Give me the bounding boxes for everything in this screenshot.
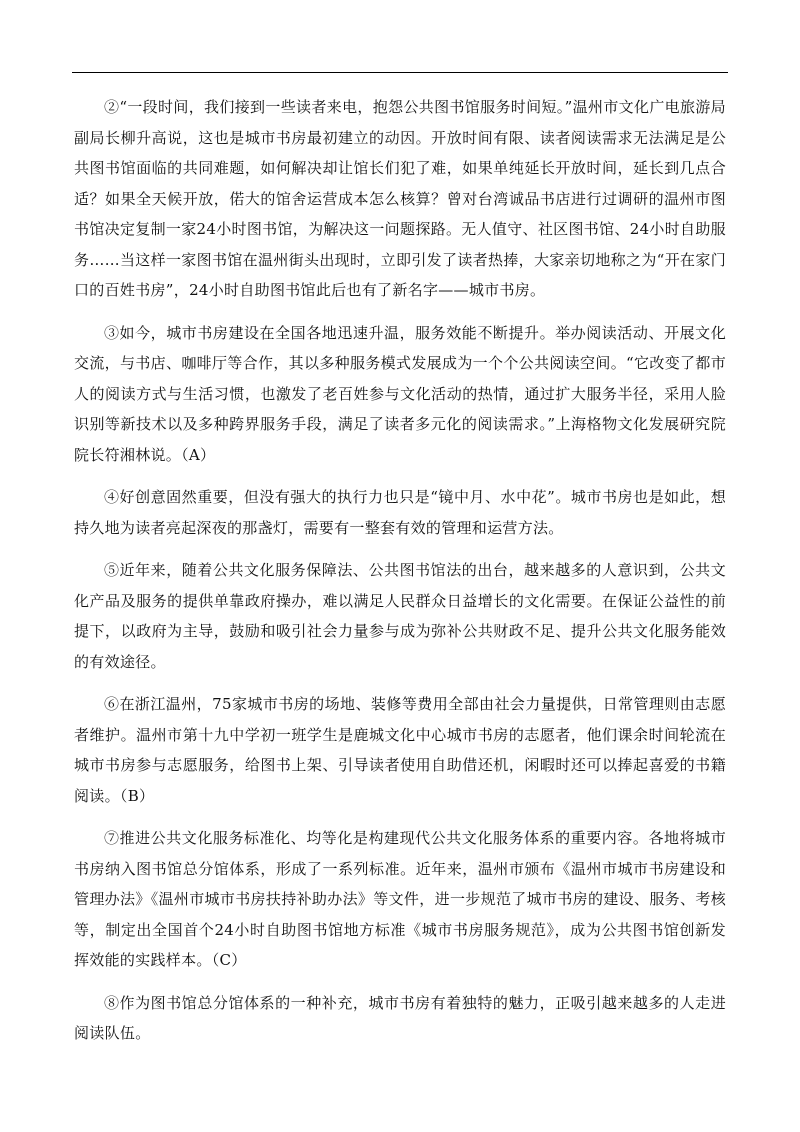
paragraph-3: ③如今，城市书房建设在全国各地迅速升温，服务效能不断提升。举办阅读活动、开展文化交流，与书店、咖啡厅等合作，其以多种服务模式发展成为一个个公共阅读空间。“它改变了都市人的阅读方式与生活习惯，也激发了老百姓参与文化活动的热情，通过扩大服务半径，采用人脸识别等新技术以及多种跨界服务手段，满足了读者多元化的阅读需求。”上海格物文化发展研究院院长符湘林说。（A） bbox=[74, 323, 726, 464]
paragraph-6: ⑥在浙江温州，75家城市书房的场地、装修等费用全部由社会力量提供，日常管理则由志愿者维护。温州市第十九中学初一班学生是鹿城文化中心城市书房的志愿者，他们课余时间轮流在城市书房参与志愿服务，给图书上架、引导读者使用自助借还机，闲暇时还可以捧起喜爱的书籍阅读。（B） bbox=[74, 695, 726, 805]
paragraph-7: ⑦推进公共文化服务标准化、均等化是构建现代公共文化服务体系的重要内容。各地将城市书房纳入图书馆总分馆体系，形成了一系列标准。近年来，温州市颁布《温州市城市书房建设和管理办法》《温州市城市书房扶持补助办法》等文件，进一步规范了城市书房的建设、服务、考核等，制定出全国首个24小时自助图书馆地方标准《城市书房服务规范》，成为公共图书馆创新发挥效能的实践样本。（C） bbox=[74, 829, 726, 969]
paragraph-2: ②“一段时间，我们接到一些读者来电，抱怨公共图书馆服务时间短。”温州市文化广电旅游局副局长柳升高说，这也是城市书房最初建立的动因。开放时间有限、读者阅读需求无法满足是公共图书馆面临的共同难题，如何解决却让馆长们犯了难，如果单纯延长开放时间，延长到几点合适？如果全天候开放，偌大的馆舍运营成本怎么核算？曾对台湾诚品书店进行过调研的温州市图书馆决定复制一家24小时图书馆，为解决这一问题探路。无人值守、社区图书馆、24小时自助服务……当这样一家图书馆在温州街头出现时，立即引发了读者热捧，大家亲切地称之为“开在家门口的百姓书房”，24小时自助图书馆此后也有了新名字——城市书房。 bbox=[74, 98, 726, 299]
paragraph-5: ⑤近年来，随着公共文化服务保障法、公共图书馆法的出台，越来越多的人意识到，公共文化产品及服务的提供单靠政府操办，难以满足人民群众日益增长的文化需要。在保证公益性的前提下，以政府为主导，鼓励和吸引社会力量参与成为弥补公共财政不足、提升公共文化服务能效的有效途径。 bbox=[74, 561, 726, 671]
header-rule bbox=[72, 72, 728, 73]
paragraph-4: ④好创意固然重要，但没有强大的执行力也只是“镜中月、水中花”。城市书房也是如此，想持久地为读者亮起深夜的那盏灯，需要有一整套有效的管理和运营方法。 bbox=[74, 488, 726, 537]
paragraph-8: ⑧作为图书馆总分馆体系的一种补充，城市书房有着独特的魅力，正吸引越来越多的人走进阅读队伍。 bbox=[74, 993, 726, 1042]
article-body bbox=[74, 92, 726, 1061]
